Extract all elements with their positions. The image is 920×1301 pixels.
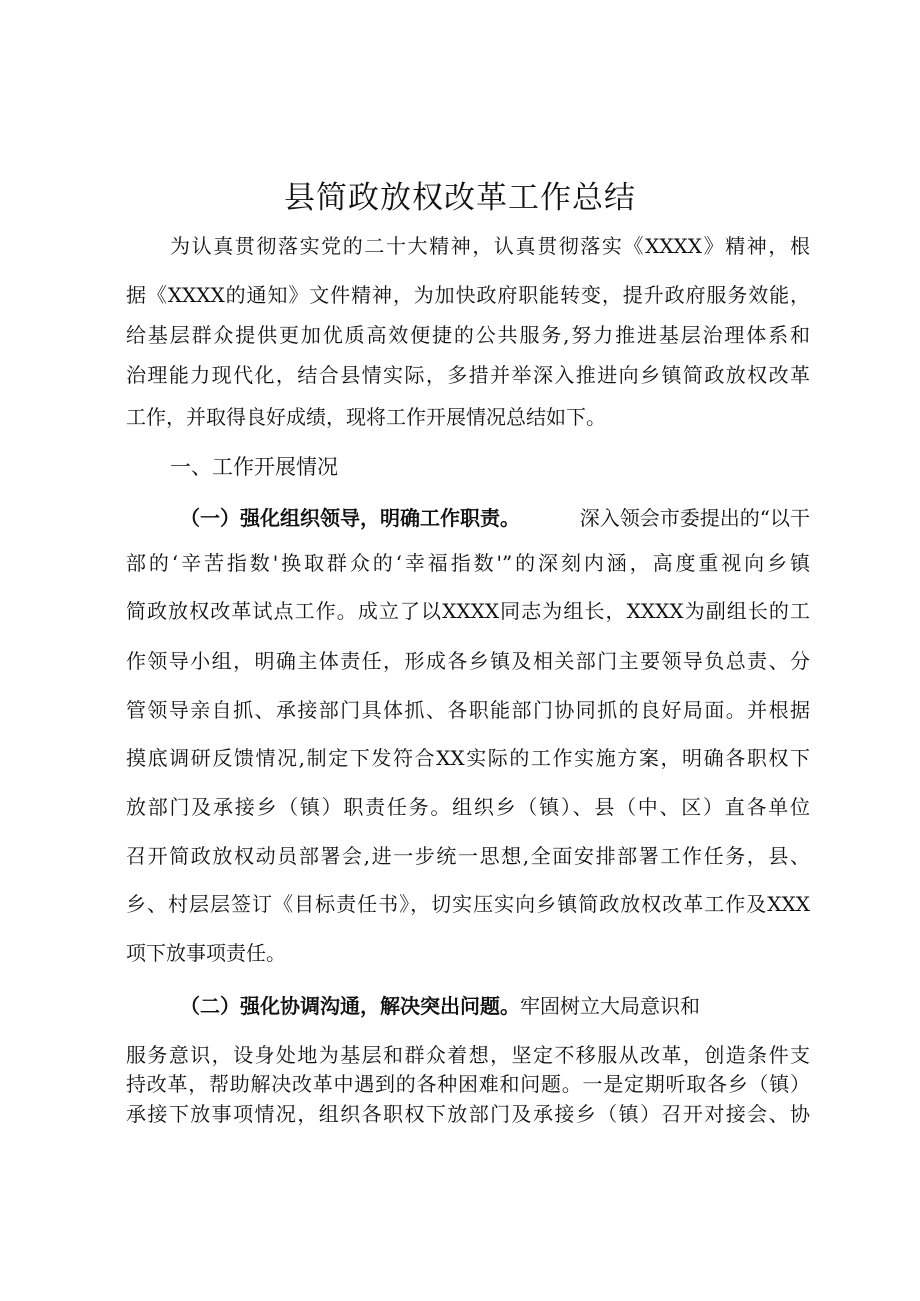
item1-line-8: 召开简政放权动员部署会,进一步统一思想,全面安排部署工作任务，县、 [126, 844, 810, 868]
item1-line-5: 管领导亲自抓、承接部门具体抓、各职能部门协同抓的良好局面。并根据 [126, 698, 810, 722]
item1-line-9: 乡、村层层签订《目标责任书》，切实压实向乡镇简政放权改革工作及XXX [126, 892, 810, 916]
intro-line-1: 为认真贯彻落实党的二十大精神，认真贯彻落实《XXXX》精神，根 [170, 234, 810, 258]
intro-line-5: 工作，并取得良好成绩，现将工作开展情况总结如下。 [126, 405, 606, 429]
item2-bold-heading: （二）强化协调沟通，解决突出问题。 [180, 994, 520, 1018]
item2-line-3: 持改革，帮助解决改革中遇到的各种困难和问题。一是定期听取各乡（镇） [126, 1072, 810, 1096]
document-title: 县简政放权改革工作总结 [284, 180, 636, 216]
item1-first-text: 深入领会市委提出的“以干 [579, 506, 810, 530]
item1-line-6: 摸底调研反馈情况,制定下发符合XX实际的工作实施方案，明确各职权下 [126, 746, 810, 770]
item1-line-7: 放部门及承接乡（镇）职责任务。组织乡（镇）、县（中、区）直各单位 [126, 795, 810, 819]
section-heading-1: 一、工作开展情况 [170, 455, 338, 479]
item1-first-line [180, 505, 810, 531]
intro-line-3: 给基层群众提供更加优质高效便捷的公共服务,努力推进基层治理体系和 [126, 323, 810, 347]
item2-line-4: 承接下放事项情况，组织各职权下放部门及承接乡（镇）召开对接会、协 [126, 1102, 810, 1126]
item1-bold-heading: （一）强化组织领导，明确工作职责。 [180, 506, 520, 530]
item1-line-10: 项下放事项责任。 [126, 941, 286, 965]
item2-first-line [180, 993, 700, 1019]
item2-first-text: 牢固树立大局意识和 [520, 994, 700, 1018]
item1-line-4: 作领导小组，明确主体责任，形成各乡镇及相关部门主要领导负总责、分 [126, 649, 810, 673]
item1-line-2: 部的‘辛苦指数'换取群众的‘幸福指数'”的深刻内涵，高度重视向乡镇 [126, 551, 810, 575]
item2-line-2: 服务意识，设身处地为基层和群众着想，坚定不移服从改革，创造条件支 [126, 1043, 810, 1067]
intro-line-4: 治理能力现代化，结合县情实际，多措并举深入推进向乡镇简政放权改革 [126, 363, 810, 387]
intro-line-2: 据《XXXX的通知》文件精神，为加快政府职能转变，提升政府服务效能， [126, 283, 810, 307]
item1-line-3: 简政放权改革试点工作。成立了以XXXX同志为组长，XXXX为副组长的工 [126, 599, 810, 623]
